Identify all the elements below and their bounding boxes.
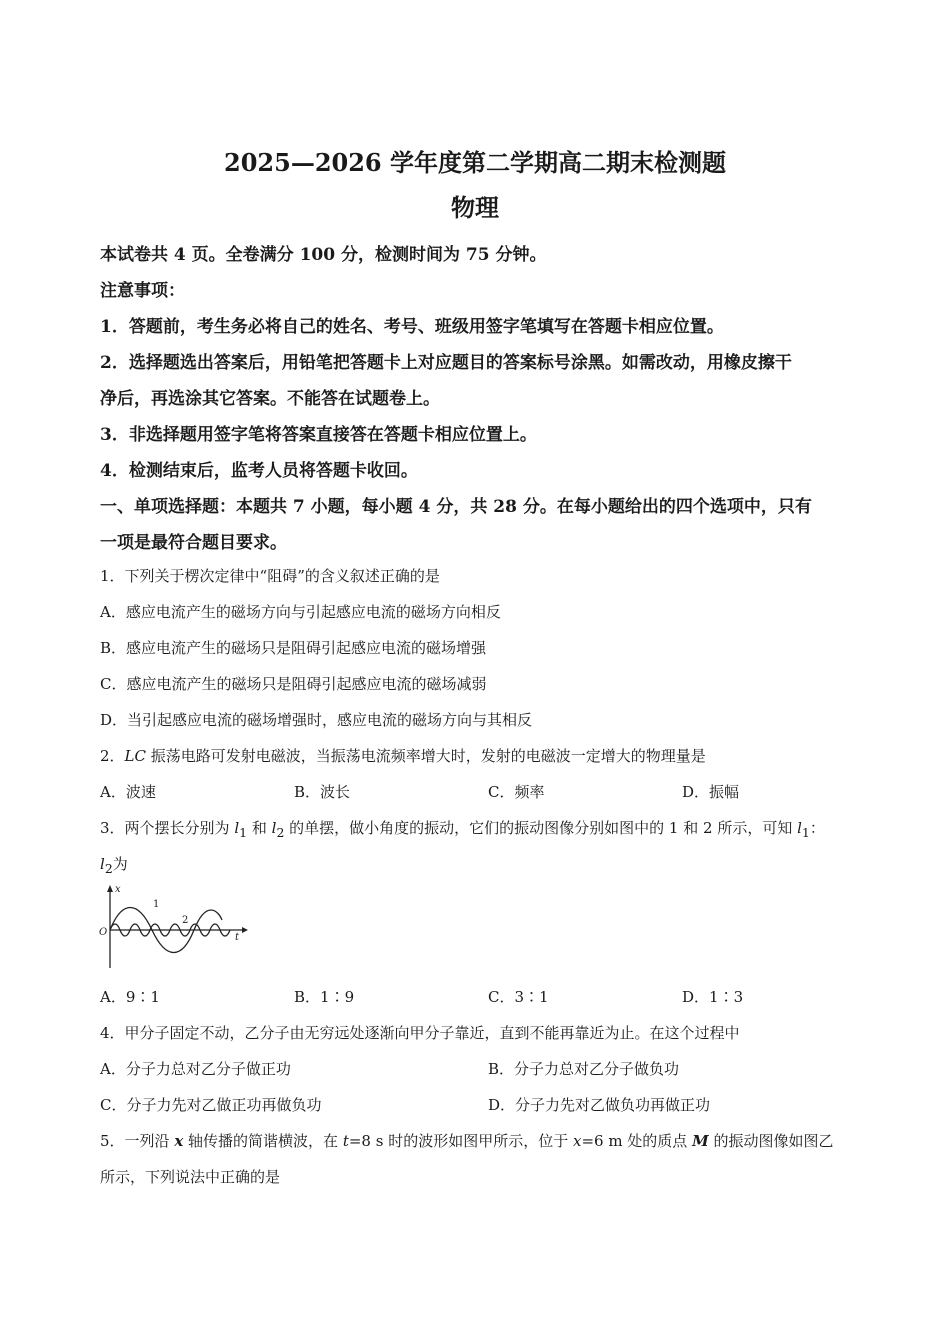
- notice-item: 4．检测结束后，监考人员将答题卡收回。: [100, 461, 418, 481]
- question-1-stem: 1．下列关于楞次定律中“阻碍”的含义叙述正确的是: [100, 567, 440, 585]
- question-5-stem-cont: 所示，下列说法中正确的是: [100, 1168, 281, 1186]
- notice-item: 净后，再选涂其它答案。不能答在试题卷上。: [100, 389, 440, 409]
- question-1-option-b: B．感应电流产生的磁场只是阻碍引起感应电流的磁场增强: [100, 639, 487, 657]
- x-axis-arrow: [242, 927, 248, 933]
- m-symbol: M: [692, 1132, 709, 1150]
- question-2-option-d: D．振幅: [682, 783, 740, 801]
- graph-x-label: x: [115, 884, 121, 895]
- question-4-option-c: C．分子力先对乙做正功再做负功: [100, 1096, 322, 1114]
- question-2-stem: [100, 745, 706, 766]
- question-3-option-b: B．1∶9: [294, 988, 355, 1006]
- question-3-option-a: A．9∶1: [100, 988, 160, 1006]
- question-4-stem: 4．甲分子固定不动，乙分子由无穷远处逐渐向甲分子靠近，直到不能再靠近为止。在这个过程中: [100, 1024, 740, 1042]
- ratio-colon: ：: [809, 819, 825, 837]
- question-text: 和: [247, 819, 272, 837]
- question-4-option-b: B．分子力总对乙分子做负功: [488, 1060, 680, 1078]
- notice-item: 2．选择题选出答案后，用铅笔把答题卡上对应题目的答案标号涂黑。如需改动，用橡皮擦干: [100, 353, 792, 373]
- question-1-option-a: A．感应电流产生的磁场方向与引起感应电流的磁场方向相反: [100, 603, 501, 621]
- question-text: 3．两个摆长分别为: [100, 819, 235, 837]
- question-3-stem: [100, 817, 825, 840]
- question-text: =8 s 时的波形如图甲所示，位于: [348, 1132, 573, 1150]
- subscript: 1: [239, 825, 248, 840]
- question-text: 为: [112, 855, 128, 873]
- length-symbol: l: [271, 819, 277, 837]
- question-text: 的振动图像如图乙: [708, 1132, 834, 1150]
- subscript: 2: [104, 861, 113, 876]
- question-text: 振荡电路可发射电磁波，当振荡电流频率增大时，发射的电磁波一定增大的物理量是: [146, 747, 706, 765]
- graph-t-label: t: [235, 932, 240, 943]
- y-axis-arrow: [107, 885, 113, 892]
- notice-heading: 注意事项：: [100, 281, 185, 301]
- x-symbol: x: [572, 1132, 582, 1150]
- t-symbol: t: [342, 1132, 349, 1150]
- lc-label: LC: [124, 747, 146, 765]
- question-5-stem: [100, 1130, 833, 1151]
- question-3-stem-cont: [100, 853, 128, 876]
- oscillation-graph: [96, 882, 256, 982]
- section-heading: 一、单项选择题：本题共 7 小题，每小题 4 分，共 28 分。在每小题给出的四个选项中，只有: [100, 497, 812, 517]
- question-3-option-c: C．3∶1: [488, 988, 549, 1006]
- question-text: 的单摆，做小角度的振动，它们的振动图像分别如图中的 1 和 2 所示，可知: [284, 819, 798, 837]
- notice-item: 3．非选择题用签字笔将答案直接答在答题卡相应位置上。: [100, 425, 537, 445]
- section-heading: 一项是最符合题目要求。: [100, 533, 287, 553]
- question-1-option-d: D．当引起感应电流的磁场增强时，感应电流的磁场方向与其相反: [100, 711, 533, 729]
- question-1-option-c: C．感应电流产生的磁场只是阻碍引起感应电流的磁场减弱: [100, 675, 487, 693]
- curve-2-label: 2: [182, 915, 189, 926]
- exam-intro: 本试卷共 4 页。全卷满分 100 分，检测时间为 75 分钟。: [100, 245, 547, 265]
- subject-title: 物理: [451, 193, 499, 222]
- question-4-option-a: A．分子力总对乙分子做正功: [100, 1060, 291, 1078]
- question-text: =6 m 处的质点: [581, 1132, 693, 1150]
- question-text: 5．一列沿: [100, 1132, 175, 1150]
- graph-origin: O: [99, 927, 108, 938]
- length-symbol: l: [234, 819, 240, 837]
- question-number: 2．: [100, 747, 125, 765]
- curve-1-label: 1: [153, 899, 160, 910]
- subscript: 1: [801, 825, 810, 840]
- question-2-option-c: C．频率: [488, 783, 545, 801]
- length-symbol: l: [100, 855, 105, 873]
- exam-title: 2025—2026 学年度第二学期高二期末检测题: [224, 148, 726, 177]
- x-symbol: x: [174, 1132, 184, 1150]
- length-symbol: l: [797, 819, 802, 837]
- question-4-option-d: D．分子力先对乙做负功再做正功: [488, 1096, 711, 1114]
- question-2-option-b: B．波长: [294, 783, 351, 801]
- question-text: 轴传播的简谐横波，在: [183, 1132, 343, 1150]
- question-3-option-d: D．1∶3: [682, 988, 744, 1006]
- subscript: 2: [276, 825, 285, 840]
- question-2-option-a: A．波速: [100, 783, 156, 801]
- notice-item: 1．答题前，考生务必将自己的姓名、考号、班级用签字笔填写在答题卡相应位置。: [100, 317, 724, 337]
